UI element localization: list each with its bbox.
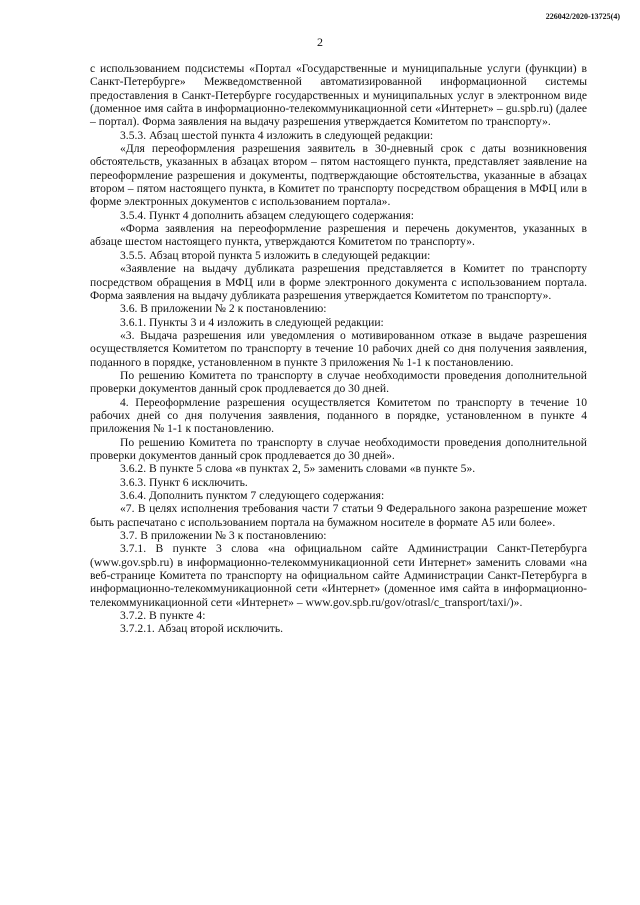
paragraph: 3.6.4. Дополнить пунктом 7 следующего содержания:	[120, 489, 385, 502]
paragraph: «Заявление на выдачу дубликата разрешения представляется в Комитет по транспорту посредством обращения в МФЦ или в форме электронного документа с использованием портала. Форма заявления на выдачу дубликата разрешения утверждается Комитетом по транспорту».	[90, 262, 587, 302]
paragraph: 3.6.3. Пункт 6 исключить.	[120, 475, 248, 489]
paragraph: «7. В целях исполнения требования части 7 статьи 9 Федерального закона разрешение может быть распечатано с использованием портала на бумажном носителе в формате А5 или более».	[90, 502, 587, 529]
paragraph: 3.5.3. Абзац шестой пункта 4 изложить в следующей редакции:	[120, 128, 434, 142]
paragraph: 3.6.2. В пункте 5 слова «в пунктах 2, 5» заменить словами «в пункте 5».	[120, 462, 476, 476]
paragraph: 3.7.2.1. Абзац второй исключить.	[120, 622, 284, 636]
paragraph: с использованием подсистемы «Портал «Государственные и муниципальные услуги (функции) в Санкт-Петербурге» Межведомственной автоматизированной информационной системы предоставления в Санкт-Петербурге государственных и муниципальных услуг в электронном виде (доменное имя сайта в информационно-телекоммуникационной сети «Интернет» – gu.spb.ru) (далее – портал). Форма заявления на выдачу разрешения утверждается Комитетом по транспорту».	[90, 62, 587, 129]
paragraph: «Форма заявления на переоформление разрешения и перечень документов, указанных в абзаце шестом настоящего пункта, утверждаются Комитетом по транспорту».	[90, 222, 587, 249]
paragraph: 3.7. В приложении № 3 к постановлению:	[120, 529, 327, 543]
paragraph: По решению Комитета по транспорту в случае необходимости проведения дополнительной проверки документов данный срок продлевается до 30 дней».	[90, 435, 587, 462]
paragraph: По решению Комитета по транспорту в случае необходимости проведения дополнительной проверки документов данный срок продлевается до 30 дней.	[90, 368, 587, 396]
page-number: 2	[317, 35, 323, 49]
paragraph: «Для переоформления разрешения заявитель в 30-дневный срок с даты возникновения обстоятельств, указанных в абзацах втором – пятом настоящего пункта, представляет заявление на переоформление разрешения и документы, подтверждающие обстоятельства, указанные в абзацах втором – пятом настоящего пункта, в Комитет по транспорту посредством обращения в МФЦ или в форме электронных документов с использованием портала».	[90, 142, 587, 209]
paragraph: 3.6. В приложении № 2 к постановлению:	[120, 302, 327, 316]
paragraph: 3.6.1. Пункты 3 и 4 изложить в следующей редакции:	[120, 315, 384, 329]
document-body	[90, 62, 587, 636]
paragraph: 3.7.1. В пункте 3 слова «на официальном сайте Администрации Санкт-Петербурга (www.gov.spb.ru) в информационно-телекоммуникационной сети Интернет» заменить словами «на веб-странице Комитета по транспорту на официальном сайте Администрации Санкт-Петербурга в информационно-телекоммуникационной сети «Интернет» (доменное имя сайта в информационно-телекоммуникационной сети «Интернет» – www.gov.spb.ru/gov/otrasl/c_transport/taxi/)».	[90, 542, 587, 609]
document-id: 226042/2020-13725(4)	[545, 12, 620, 21]
paragraph: 4. Переоформление разрешения осуществляется Комитетом по транспорту в течение 10 рабочих дней со дня получения заявления, поданного в порядке, установленном в пункте 4 приложения № 1-1 к постановлению.	[90, 395, 587, 436]
paragraph: 3.5.5. Абзац второй пункта 5 изложить в следующей редакции:	[120, 248, 431, 262]
paragraph: 3.7.2. В пункте 4:	[120, 609, 206, 623]
paragraph: 3.5.4. Пункт 4 дополнить абзацем следующего содержания:	[120, 208, 414, 222]
paragraph: «3. Выдача разрешения или уведомления о мотивированном отказе в выдаче разрешения осуществляется Комитетом по транспорту в течение 10 рабочих дней со дня получения заявления, поданного в порядке, установленном в пункте 3 приложения № 1-1 к постановлению.	[90, 328, 587, 369]
